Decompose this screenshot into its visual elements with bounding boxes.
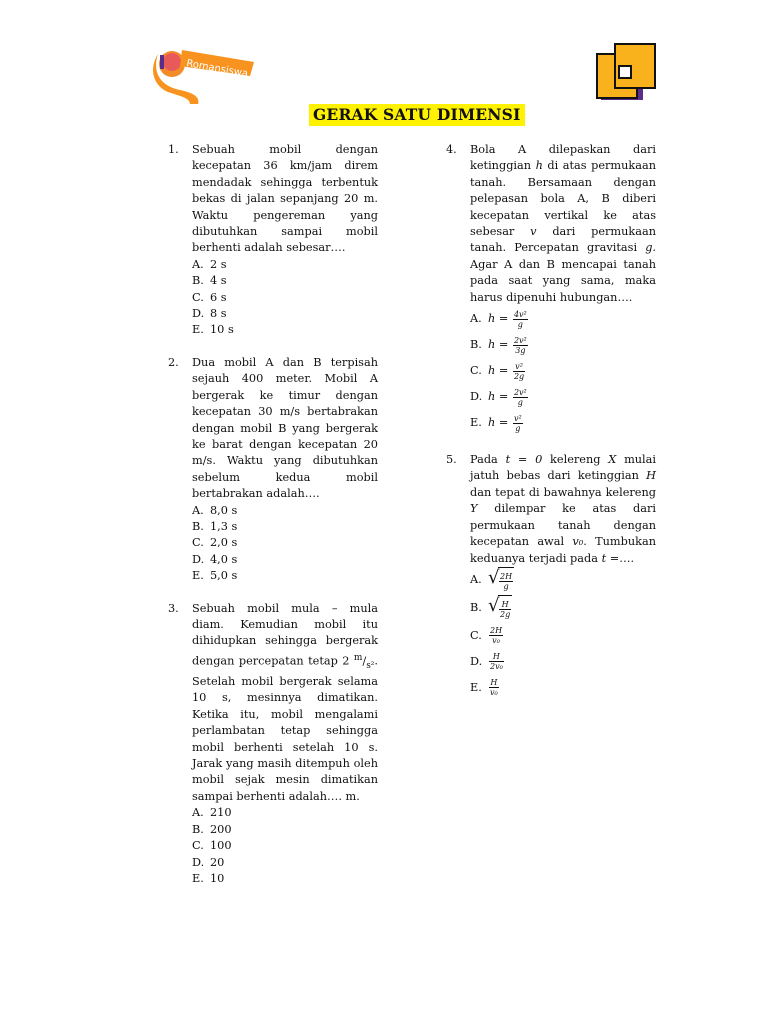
svg-text:Romansiswa: Romansiswa — [185, 58, 249, 80]
question-4 — [446, 142, 656, 436]
question-stem: Sebuah mobil dengan kecepatan 36 km/jam direm mendadak sehingga terbentuk bekas di jalan sepanjang 20 m. Waktu pengereman yang dibutuhkan sampai mobil berhenti adalah sebesar…. — [192, 143, 378, 255]
question-5 — [446, 452, 656, 701]
option: B. h = $\frac{\text{2v²}}{3g}$ — [470, 335, 527, 355]
question-stem: Dua mobil A dan B terpisah sejauh 400 meter. Mobil A bergerak ke timur dengan kecepatan 30 m/s bertabrakan dengan mobil B yang bergerak ke barat dengan kecepatan 20 m/s. Waktu yang dibutuhkan sebelum kedua mobil bertabrakan adalah…. — [192, 355, 378, 501]
question-3 — [168, 601, 378, 888]
question-number: 2. — [168, 355, 179, 369]
option: D. 20 — [192, 855, 225, 869]
option: E. h = $\frac{\text{v²}}{g}$ — [470, 413, 522, 433]
options-list — [192, 805, 378, 887]
question-number: 1. — [168, 143, 179, 156]
question-number: 5. — [446, 453, 457, 467]
option: A. h = $\frac{\text{4v²}}{g}$ — [470, 309, 527, 329]
option: E. $\frac{H}{\text{v₀}}$ — [470, 678, 498, 698]
option: C. 2,0 s — [192, 536, 238, 550]
option: B. 1,3 s — [192, 519, 238, 533]
right-column — [446, 142, 656, 717]
option: E. 10 — [192, 871, 225, 885]
unit-fraction: $^m/_{s^2}$ — [353, 652, 375, 671]
book-logo-icon — [595, 42, 657, 104]
option: D. h = $\frac{\text{2v²}}{g}$ — [470, 387, 527, 407]
option: C. h = $\frac{\text{v²}}{2g}$ — [470, 361, 525, 381]
option: E. 10 s — [192, 323, 234, 337]
option: C. $\frac{2H}{\text{v₀}}$ — [470, 626, 503, 646]
question-number: 4. — [446, 143, 457, 156]
question-1 — [168, 142, 378, 339]
options-list — [192, 503, 378, 585]
question-stem: Pada t = 0 kelereng X mulai jatuh bebas dari ketinggian H dan tepat di bawahnya kelereng Y dilempar ke atas dari permukaan tanah dengan kecepatan awal v₀. Tumbukan keduanya terjadi pada t =…. — [470, 453, 657, 565]
question-stem: Bola A dilepaskan dari ketinggian h di atas permukaan tanah. Bersamaan dengan pelepasan bola A, B diberi kecepatan vertikal ke atas sebesar v dari permukaan tanah. Percepatan gravitasi g. Agar A dan B mencapai tanah pada saat yang sama, maka harus dipenuhi hubungan…. — [470, 143, 657, 304]
option: E. 5,0 s — [192, 569, 238, 583]
option: D. $\frac{H}{\text{2v₀}}$ — [470, 652, 503, 672]
option: A. 2 s — [192, 257, 227, 271]
option: C. 100 — [192, 839, 232, 853]
page-title: GERAK SATU DIMENSI — [309, 104, 525, 126]
option: D. 8 s — [192, 307, 227, 321]
left-column — [168, 142, 378, 903]
option: D. 4,0 s — [192, 552, 238, 566]
question-number: 3. — [168, 601, 179, 615]
question-2 — [168, 355, 378, 585]
option: C. 6 s — [192, 290, 227, 304]
options-list — [470, 567, 656, 701]
option: B. 200 — [192, 822, 232, 836]
options-list — [192, 257, 378, 339]
romansiswa-logo — [150, 42, 260, 104]
option: A. √ $\frac{2H}{g}$ — [470, 567, 656, 595]
option: B. 4 s — [192, 274, 227, 288]
question-stem: Sebuah mobil mula – mula diam. Kemudian mobil itu dihidupkan sehingga bergerak dengan percepatan tetap 2 $^m/_{s^2}$. Setelah mobil bergerak selama 10 s, mesinnya dimatikan. Ketika itu, mobil mengalami perlambatan tetap sehingga mobil berhenti setelah 10 s. Jarak yang masih ditempuh oleh mobil sejak mesin dimatikan sampai berhenti adalah…. m. — [192, 601, 379, 803]
options-list — [470, 306, 656, 436]
option: A. 210 — [192, 806, 232, 820]
option: B. √ $\frac{H}{2g}$ — [470, 595, 656, 623]
option: A. 8,0 s — [192, 503, 238, 517]
